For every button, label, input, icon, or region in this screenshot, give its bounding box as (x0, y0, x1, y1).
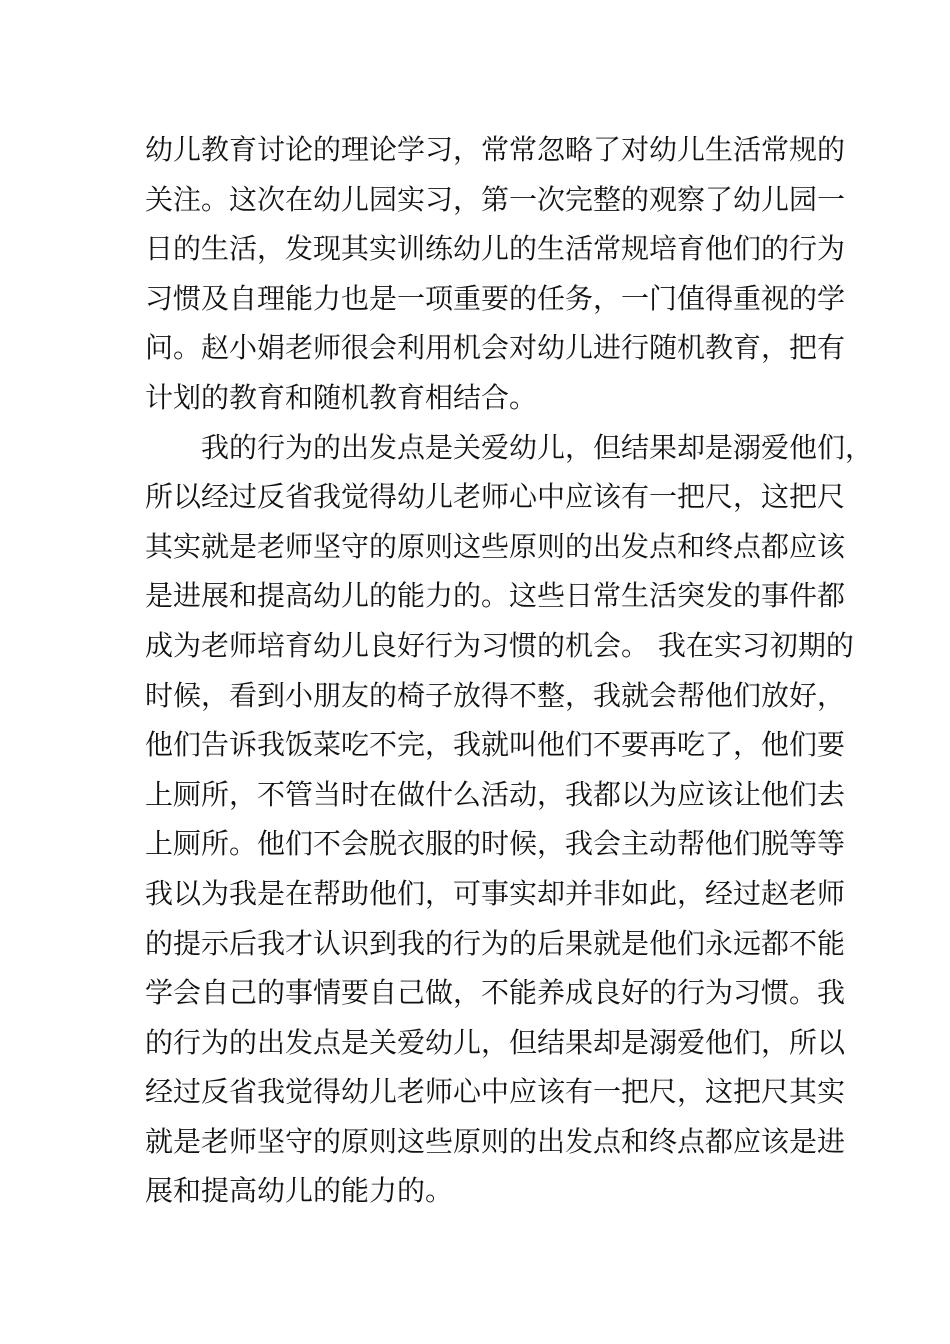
text-line: 是进展和提高幼儿的能力的。这些日常生活突发的事件都 (145, 579, 846, 613)
text-line: 幼儿教育讨论的理论学习，常常忽略了对幼儿生活常规的 (145, 133, 846, 166)
body-text (145, 125, 874, 1216)
text-line: 成为老师培育幼儿良好行为习惯的机会。 我在实习初期的 (145, 628, 854, 662)
text-line: 上厕所。他们不会脱衣服的时候，我会主动帮他们脱等等 (145, 827, 846, 861)
text-line: 习惯及自理能力也是一项重要的任务，一门值得重视的学 (145, 281, 846, 315)
text-line: 关注。这次在幼儿园实习，第一次完整的观察了幼儿园一 (145, 182, 846, 216)
text-line: 我以为我是在帮助他们，可事实却并非如此，经过赵老师 (145, 876, 846, 910)
text-line: 展和提高幼儿的能力的。 (145, 1174, 454, 1208)
text-line: 问。赵小娟老师很会利用机会对幼儿进行随机教育，把有 (145, 331, 846, 365)
text-line: 经过反省我觉得幼儿老师心中应该有一把尺，这把尺其实 (145, 1075, 846, 1109)
text-line: 时候，看到小朋友的椅子放得不整，我就会帮他们放好， (145, 678, 846, 712)
text-line: 日的生活，发现其实训练幼儿的生活常规培育他们的行为 (145, 232, 846, 266)
text-line: 的行为的出发点是关爱幼儿，但结果却是溺爱他们，所以 (145, 1025, 846, 1059)
text-line: 学会自己的事情要自己做，不能养成良好的行为习惯。我 (145, 976, 846, 1010)
paragraph-first-line: 我的行为的出发点是关爱幼儿，但结果却是溺爱他们， (201, 430, 874, 464)
text-line: 就是老师坚守的原则这些原则的出发点和终点都应该是进 (145, 1124, 846, 1158)
text-line: 他们告诉我饭菜吃不完，我就叫他们不要再吃了，他们要 (145, 728, 846, 762)
text-line: 所以经过反省我觉得幼儿老师心中应该有一把尺，这把尺 (145, 480, 846, 514)
text-line: 计划的教育和随机教育相结合。 (145, 380, 538, 414)
text-line: 上厕所，不管当时在做什么活动，我都以为应该让他们去 (145, 777, 846, 811)
text-line: 其实就是老师坚守的原则这些原则的出发点和终点都应该 (145, 529, 846, 563)
text-line: 的提示后我才认识到我的行为的后果就是他们永远都不能 (145, 926, 846, 960)
